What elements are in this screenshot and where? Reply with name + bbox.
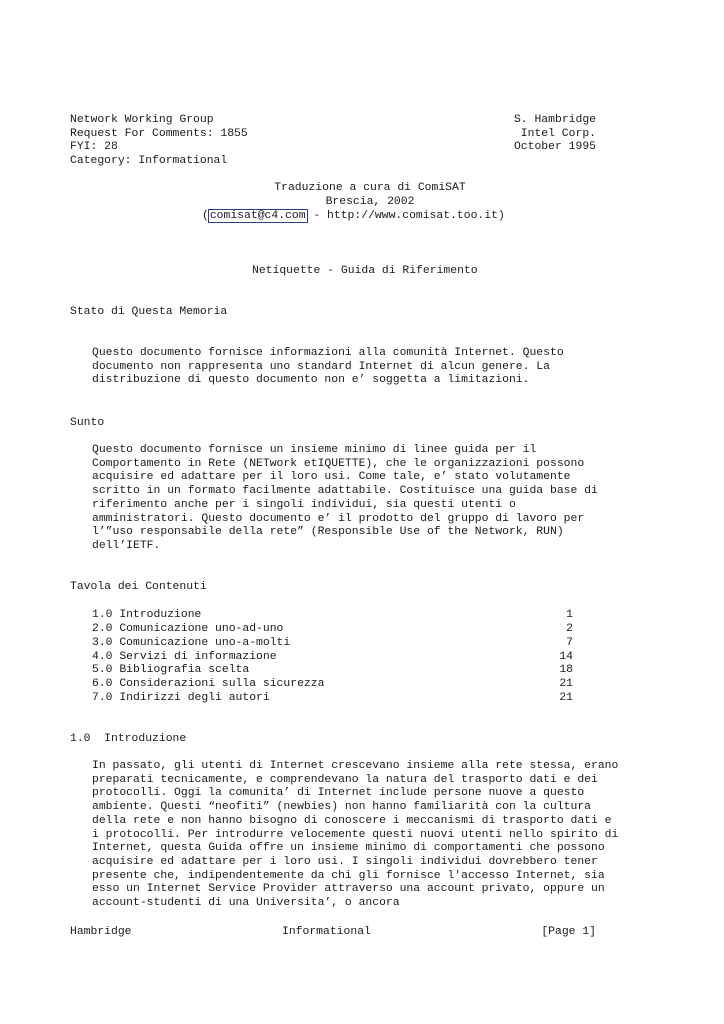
toc-page: 18 xyxy=(559,664,573,676)
abstract-heading: Sunto xyxy=(70,417,105,429)
footer-author: Hambridge xyxy=(70,926,132,938)
toc-page: 21 xyxy=(559,692,573,704)
toc-page: 7 xyxy=(566,637,573,649)
toc-page: 1 xyxy=(566,609,573,621)
toc-label: 7.0 Indirizzi degli autori xyxy=(92,692,270,704)
author-name: S. Hambridge xyxy=(513,114,596,126)
toc-item xyxy=(92,678,573,692)
author-org: Intel Corp. xyxy=(520,128,596,140)
toc-label: 1.0 Introduzione xyxy=(92,609,202,621)
rfc-number: Request For Comments: 1855 xyxy=(70,128,248,140)
footer-page-number: [Page 1] xyxy=(541,926,596,938)
toc-label: 2.0 Comunicazione uno-ad-uno xyxy=(92,623,284,635)
translation-place: Brescia, 2002 xyxy=(325,196,415,208)
toc-item xyxy=(92,651,573,665)
toc-item xyxy=(92,664,573,678)
footer-category: Informational xyxy=(282,926,371,938)
website-text: - http://www.comisat.too.it) xyxy=(306,210,505,222)
toc-item xyxy=(92,692,573,706)
category: Category: Informational xyxy=(70,155,228,167)
toc-item xyxy=(92,637,573,651)
email-link[interactable]: comisat@c4.com xyxy=(209,210,306,222)
fyi-number: FYI: 28 xyxy=(70,141,118,153)
translation-contacts xyxy=(202,210,505,224)
toc-heading: Tavola dei Contenuti xyxy=(70,581,207,593)
status-heading: Stato di Questa Memoria xyxy=(70,306,228,318)
toc-label: 6.0 Considerazioni sulla sicurezza xyxy=(92,678,325,690)
open-paren: ( xyxy=(202,210,209,222)
toc-page: 2 xyxy=(566,623,573,635)
document-title: Netiquette - Guida di Riferimento xyxy=(252,265,478,277)
toc-item xyxy=(92,609,573,623)
toc-page: 21 xyxy=(559,678,573,690)
intro-heading: 1.0 Introduzione xyxy=(70,733,187,745)
translation-line: Traduzione a cura di ComiSAT xyxy=(274,182,466,194)
abstract-body: Questo documento fornisce un insieme minimo di linee guida per il Comportamento in Rete (NETwork etIQUETTE), che le organizzazioni possono acquisire ed adattare per il loro usi. Come tale, e’ stato volutamente scritto in un formato facilmente adattabile. Costituisce una guida base di riferimento anche per i singoli individui, sia questi utenti o amministratori. Questo documento e’ il prodotto del gruppo di lavoro per l’”uso responsabile della rete” (Responsible Use of the Network, RUN) dell’IETF. xyxy=(92,444,598,552)
toc-page: 14 xyxy=(559,651,573,663)
toc-item xyxy=(92,623,573,637)
toc-label: 5.0 Bibliografia scelta xyxy=(92,664,250,676)
publication-date: October 1995 xyxy=(513,141,596,153)
working-group: Network Working Group xyxy=(70,114,214,126)
toc-label: 3.0 Comunicazione uno-a-molti xyxy=(92,637,291,649)
intro-body: In passato, gli utenti di Internet crescevano insieme alla rete stessa, erano preparati tecnicamente, e comprendevano la natura del trasporto dati e dei protocolli. Oggi la comunita’ di Internet include persone nuove a questo ambiente. Questi “neofiti” (newbies) non hanno familiarità con la cultura della rete e non hanno bisogno di conoscere i meccanismi di trasporto dati e i protocolli. Per introdurre velocemente questi nuovi utenti nello spirito di Internet, questa Guida offre un insieme minimo di comportamenti che possono acquisire ed adattare per i loro usi. I singoli individui dovrebbero tener presente che, indipendentemente da chi gli fornisce l'accesso Internet, sia esso un Internet Service Provider attraverso una account privato, oppure un account-studenti di una Universita’, o ancora xyxy=(92,760,619,910)
status-body: Questo documento fornisce informazioni alla comunità Internet. Questo documento non rappresenta uno standard Internet di alcun genere. La distribuzione di questo documento non e’ soggetta a limitazioni. xyxy=(92,347,564,387)
toc-label: 4.0 Servizi di informazione xyxy=(92,651,277,663)
